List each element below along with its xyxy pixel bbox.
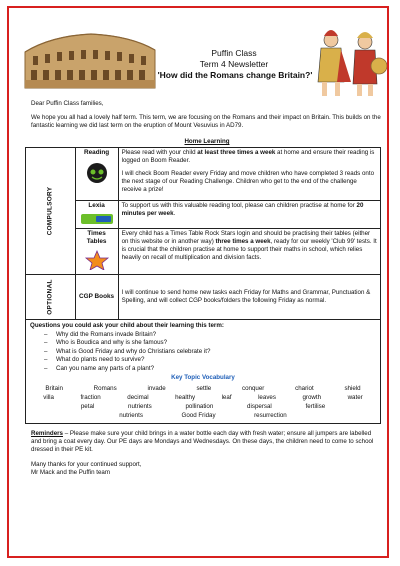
reminders-text: – Please make sure your child brings in a water bottle each day with fresh water; ensure all jumpers are labelled and bring a coat every day. Our PE days are Mondays and Wednesdays. On these days, the children need to come to school dressed in their PE kit. [31,430,374,454]
reading-label-cell [75,148,118,201]
question-item: – What do plants need to survive? [44,356,376,364]
reading-paragraph-1: Please read with your child at least three times a week at home and ensure their reading is logged on Boom Reader. [121,149,375,164]
lexia-label-cell [75,201,118,229]
reading-text-cell [118,148,380,201]
vocabulary-title: Key Topic Vocabulary [171,374,235,382]
vocab-word: settle [196,385,212,393]
vocab-word: fraction [80,394,101,402]
vocab-word: growth [302,394,322,402]
signoff-line-2: Mr Mack and the Puffin team [31,469,110,477]
times-tables-text-cell [118,229,380,275]
vocab-word: leaves [258,394,276,402]
reminders-paragraph [31,430,383,454]
lexia-paragraph: To support us with this valuable reading tool, please can children practise at home for 20 minutes per week. [121,202,364,217]
times-tables-label: Times Tables [86,230,107,245]
optional-label-cell [26,275,76,320]
cgp-label-cell [75,275,118,320]
times-tables-paragraph: Every child has a Times Table Rock Stars login and should be practising their tables (either on this website or in another way) three times a week, ready for our weekly 'Club 99' tests. It is crucial that the children practise at home to support their maths in school, which relies heavily on recall of multiplication and division facts. [121,230,377,261]
times-tables-label-cell [75,229,118,275]
greeting: Dear Puffin Class families, [31,100,104,107]
vocab-word: resurrection [254,412,287,420]
vocab-word: pollination [185,403,214,411]
lexia-row [26,201,381,229]
vocab-word: dispersal [247,403,272,411]
vocab-word: invade [147,385,166,393]
signoff-line-1: Many thanks for your continued support, [31,461,142,469]
vocab-word: chariot [295,385,314,393]
roman-figures-illustration [307,24,387,100]
tt-rock-stars-logo [83,250,111,270]
header [9,8,387,100]
vocab-word: nutrients [119,412,143,420]
reminders-label: Reminders [31,430,63,438]
lexia-text-cell [118,201,380,229]
vocabulary-row [30,402,376,411]
class-name: Puffin Class [211,48,257,58]
newsletter-title: Term 4 Newsletter [199,59,269,69]
question-item: – Can you name any parts of a plant? [44,365,376,373]
vocab-word: conquer [242,385,265,393]
letter-body [31,100,383,477]
home-learning-title: Home Learning [184,138,230,145]
title-block [157,48,313,81]
vocab-word: petal [80,403,95,411]
reading-row [26,148,381,201]
vocab-word: healthy [175,394,196,402]
lexia-label: Lexia [88,202,105,209]
cgp-row [26,275,381,320]
vocab-word: leaf [221,394,232,402]
questions-box [25,320,381,424]
times-tables-row [26,229,381,275]
cgp-paragraph: I will continue to send home new tasks each Friday for Maths and Grammar, Punctuation & Spelling, and will collect CGP books/folders the following Friday as normal. [121,289,371,304]
question-item: – Why did the Romans invade Britain? [44,331,376,339]
lexia-core5-logo [81,214,113,224]
optional-label: OPTIONAL [46,279,54,315]
signoff [31,461,383,477]
cgp-text-cell [118,275,380,320]
vocab-word: nutrients [128,403,152,411]
questions-list [30,331,376,373]
question-item: – Who is Boudica and why is she famous? [44,339,376,347]
home-learning-table [25,147,381,320]
vocab-word: fertilise [305,403,326,411]
vocabulary-row [30,411,376,420]
vocabulary-row [30,384,376,393]
vocab-word: villa [43,394,54,402]
boom-reader-logo [81,161,113,191]
reading-label: Reading [83,149,110,156]
vocabulary-row [30,393,376,402]
vocab-word: water [347,394,363,402]
vocab-word: Romans [93,385,117,393]
newsletter-page [7,6,389,558]
colosseum-illustration [21,30,159,90]
compulsory-label: COMPULSORY [46,186,54,236]
topic-question: 'How did the Romans change Britain?' [157,70,313,80]
intro-paragraph: We hope you all had a lovely half term. This term, we are focusing on the Romans and their impact on Britain. This builds on the fantastic learning we did last term on the eruption of Mount Vesuvius in AD79. [31,114,381,129]
cgp-label: CGP Books [79,293,115,300]
reading-paragraph-2: I will check Boom Reader every Friday and move children who have completed 3 reads onto the next stage of our Reading Challenge. Children who get to the end of the challenge receive a prize! [121,170,375,193]
vocab-word: Britain [45,385,63,393]
vocab-word: decimal [127,394,149,402]
questions-heading: Questions you could ask your child about their learning this term: [30,322,224,329]
compulsory-label-cell [26,148,76,275]
vocab-word: shield [344,385,361,393]
vocab-word: Good Friday [181,412,216,420]
question-item: – What is Good Friday and why do Christians celebrate it? [44,348,376,356]
